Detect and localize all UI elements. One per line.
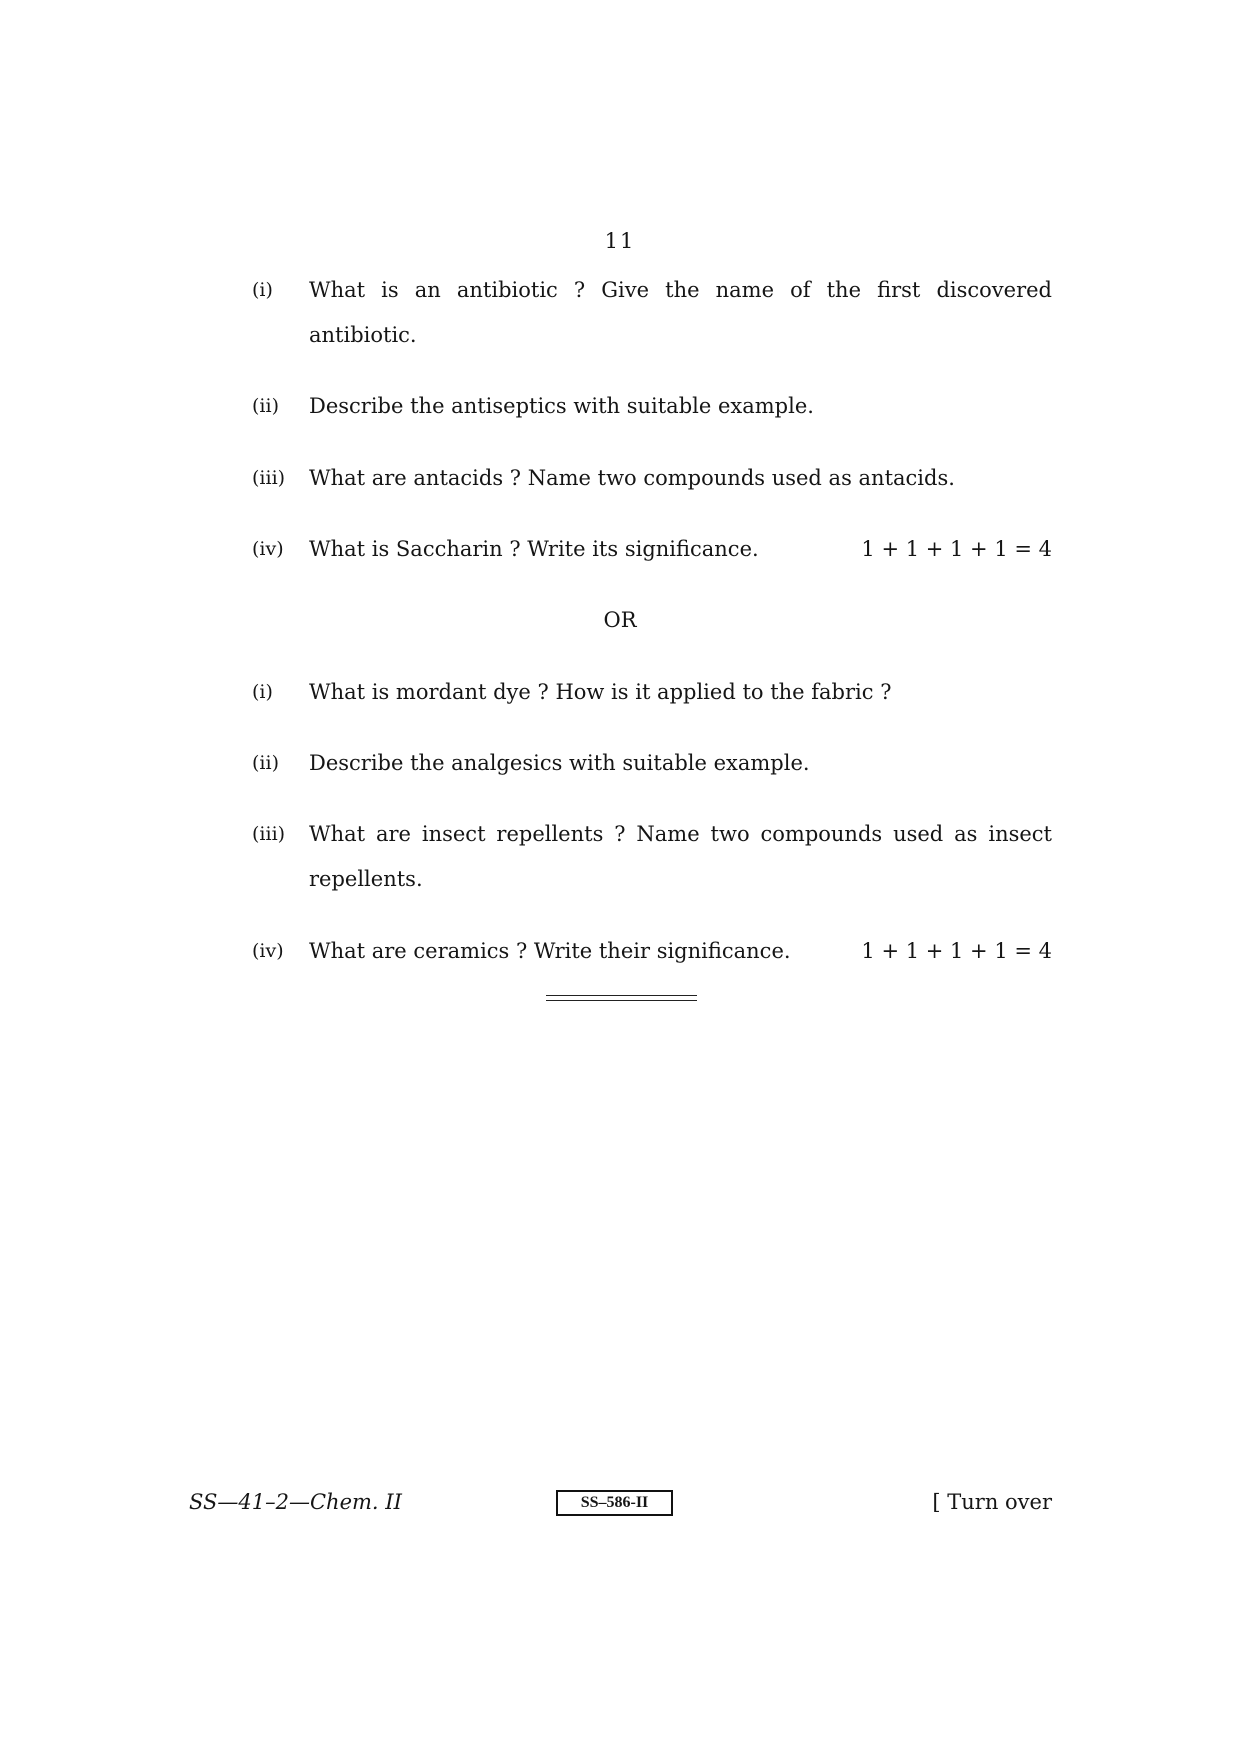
or-separator: OR <box>603 608 637 632</box>
item-text: What are ceramics ? Write their significance. <box>309 939 791 963</box>
item-text: What is Saccharin ? Write its significance. <box>309 537 759 561</box>
question-item <box>252 670 1052 715</box>
question-item <box>252 812 1052 902</box>
item-text: What are insect repellents ? Name two compounds used as insect repellents. <box>309 822 1052 891</box>
item-label: (iv) <box>252 538 284 560</box>
item-text: Describe the antiseptics with suitable example. <box>309 394 814 418</box>
item-label: (ii) <box>252 395 279 417</box>
end-of-section-double-rule <box>546 995 697 1001</box>
item-label: (i) <box>252 681 273 703</box>
question-item <box>252 456 1052 501</box>
question-item <box>252 268 1052 358</box>
footer-paper-code: SS—41–2—Chem. II <box>189 1490 402 1514</box>
item-label: (ii) <box>252 752 279 774</box>
marks-allocation: 1 + 1 + 1 + 1 = 4 <box>861 939 1052 963</box>
page-number: 11 <box>604 229 636 253</box>
question-item <box>252 527 1052 572</box>
footer-boxed-code: SS–586-II <box>556 1490 673 1516</box>
item-text: What is mordant dye ? How is it applied to the fabric ? <box>309 680 892 704</box>
item-label: (iii) <box>252 823 286 845</box>
item-text-row <box>309 929 1052 974</box>
marks-allocation: 1 + 1 + 1 + 1 = 4 <box>861 537 1052 561</box>
item-text: What are antacids ? Name two compounds used as antacids. <box>309 466 955 490</box>
item-text: Describe the analgesics with suitable example. <box>309 751 810 775</box>
footer-turn-over: [ Turn over <box>932 1490 1052 1514</box>
item-label: (i) <box>252 279 273 301</box>
item-text: What is an antibiotic ? Give the name of the first discovered antibiotic. <box>309 278 1052 347</box>
item-label: (iv) <box>252 940 284 962</box>
question-item <box>252 741 1052 786</box>
item-label: (iii) <box>252 467 286 489</box>
question-item <box>252 384 1052 429</box>
question-item <box>252 929 1052 974</box>
item-text-row <box>309 527 1052 572</box>
